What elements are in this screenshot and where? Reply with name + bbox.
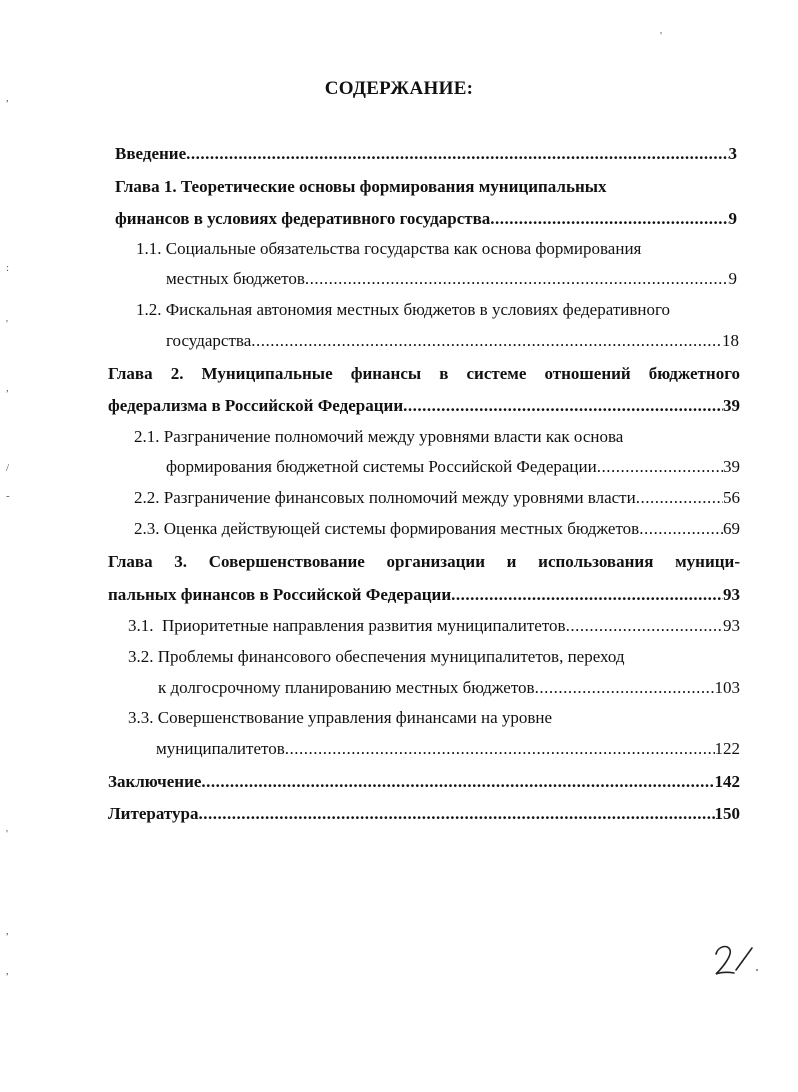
page-title: СОДЕРЖАНИЕ: (324, 78, 474, 99)
scan-mark: , (6, 92, 9, 104)
toc-leader-dots (285, 738, 715, 760)
toc-section-2-1-line-1[interactable] (134, 426, 734, 448)
toc-section-1-1-line-1[interactable] (136, 238, 736, 260)
toc-page-number: 150 (714, 804, 740, 823)
toc-leader-dots (636, 487, 723, 509)
toc-page-number: 93 (723, 616, 740, 635)
toc-entry-text: формирования бюджетной системы Российской Федерации (166, 457, 597, 476)
toc-leader-dots (186, 143, 728, 165)
scan-mark: ' (6, 828, 8, 840)
toc-page-number: 9 (728, 269, 737, 288)
scan-mark: , (6, 382, 9, 394)
toc-entry-text: Заключение (108, 772, 202, 791)
toc-section-3-3-line-2[interactable] (156, 738, 740, 760)
toc-chapter-1-line-2[interactable] (115, 208, 737, 230)
toc-section-1-2-line-1[interactable] (136, 299, 736, 321)
toc-entry-text: финансов в условиях федеративного государства (115, 209, 491, 228)
toc-leader-dots (566, 615, 723, 637)
toc-page-number: 18 (722, 331, 739, 350)
toc-entry-text: федерализма в Российской Федерации (108, 396, 404, 415)
toc-page-number: 103 (714, 678, 740, 697)
toc-entry-text: 3.2. Проблемы финансового обеспечения муниципалитетов, переход (128, 647, 625, 666)
toc-section-2-2[interactable] (134, 487, 740, 509)
toc-section-2-3[interactable] (134, 518, 740, 540)
toc-page-number: 69 (723, 519, 740, 538)
toc-entry-text: 3.1. Приоритетные направления развития муниципалитетов (128, 616, 566, 635)
toc-page-number: 122 (714, 739, 740, 758)
toc-entry-text: 1.1. Социальные обязательства государства как основа формирования (136, 239, 642, 258)
toc-entry-intro[interactable] (115, 143, 737, 165)
toc-chapter-3-line-1[interactable] (108, 551, 740, 573)
toc-leader-dots (251, 330, 722, 352)
toc-entry-text: пальных финансов в Российской Федерации (108, 585, 452, 604)
scan-mark: : (6, 262, 10, 274)
toc-chapter-2-line-2[interactable] (108, 395, 740, 417)
toc-entry-conclusion[interactable] (108, 771, 740, 793)
toc-entry-text: 2.2. Разграничение финансовых полномочий между уровнями власти (134, 488, 636, 507)
toc-entry-text: 3.3. Совершенствование управления финансами на уровне (128, 708, 553, 727)
scan-mark: , (6, 965, 9, 977)
toc-section-1-2-line-2[interactable] (166, 330, 739, 352)
toc-leader-dots (597, 456, 723, 478)
toc-leader-dots (639, 518, 723, 540)
toc-section-3-1[interactable] (128, 615, 740, 637)
toc-entry-text: 1.2. Фискальная автономия местных бюджетов в условиях федеративного (136, 300, 671, 319)
toc-section-3-3-line-1[interactable] (128, 707, 728, 729)
toc-leader-dots (201, 771, 714, 793)
toc-entry-text: Глава 3. Совершенствование организации и использования муници- (108, 552, 740, 571)
toc-entry-text: к долгосрочному планированию местных бюджетов (158, 678, 535, 697)
toc-page-number: 39 (723, 396, 740, 415)
toc-section-3-2-line-1[interactable] (128, 646, 728, 668)
toc-leader-dots (451, 584, 723, 606)
toc-entry-text: государства (166, 331, 252, 350)
handwritten-page-number (712, 940, 762, 980)
toc-entry-text: Глава 1. Теоретические основы формирования муниципальных (115, 177, 607, 196)
toc-page-number: 93 (723, 585, 740, 604)
toc-chapter-2-line-1[interactable] (108, 363, 740, 385)
toc-leader-dots (403, 395, 723, 417)
toc-section-2-1-line-2[interactable] (166, 456, 740, 478)
toc-entry-text: муниципалитетов (156, 739, 285, 758)
toc-leader-dots (305, 268, 729, 290)
toc-entry-literature[interactable] (108, 803, 740, 825)
scan-mark: - (6, 490, 10, 502)
toc-page-number: 142 (714, 772, 740, 791)
toc-entry-text: местных бюджетов (166, 269, 305, 288)
toc-page-number: 3 (728, 144, 737, 163)
toc-page-number: 39 (723, 457, 740, 476)
toc-chapter-1-line-1[interactable] (115, 176, 737, 198)
scan-mark: , (6, 925, 9, 937)
toc-entry-text: Введение (115, 144, 187, 163)
toc-page-number: 56 (723, 488, 740, 507)
toc-leader-dots (535, 677, 715, 699)
toc-page-number: 9 (728, 209, 737, 228)
scan-mark: / (6, 462, 10, 474)
toc-leader-dots (198, 803, 714, 825)
toc-entry-text: Глава 2. Муниципальные финансы в системе отношений бюджетного (108, 364, 740, 383)
toc-entry-text: 2.1. Разграничение полномочий между уровнями власти как основа (134, 427, 624, 446)
scan-mark: ' (660, 30, 662, 42)
toc-section-1-1-line-2[interactable] (166, 268, 737, 290)
toc-leader-dots (490, 208, 728, 230)
toc-entry-text: Литература (108, 804, 199, 823)
scan-mark: ' (6, 318, 8, 330)
toc-chapter-3-line-2[interactable] (108, 584, 740, 606)
toc-entry-text: 2.3. Оценка действующей системы формирования местных бюджетов (134, 519, 640, 538)
toc-section-3-2-line-2[interactable] (158, 677, 740, 699)
